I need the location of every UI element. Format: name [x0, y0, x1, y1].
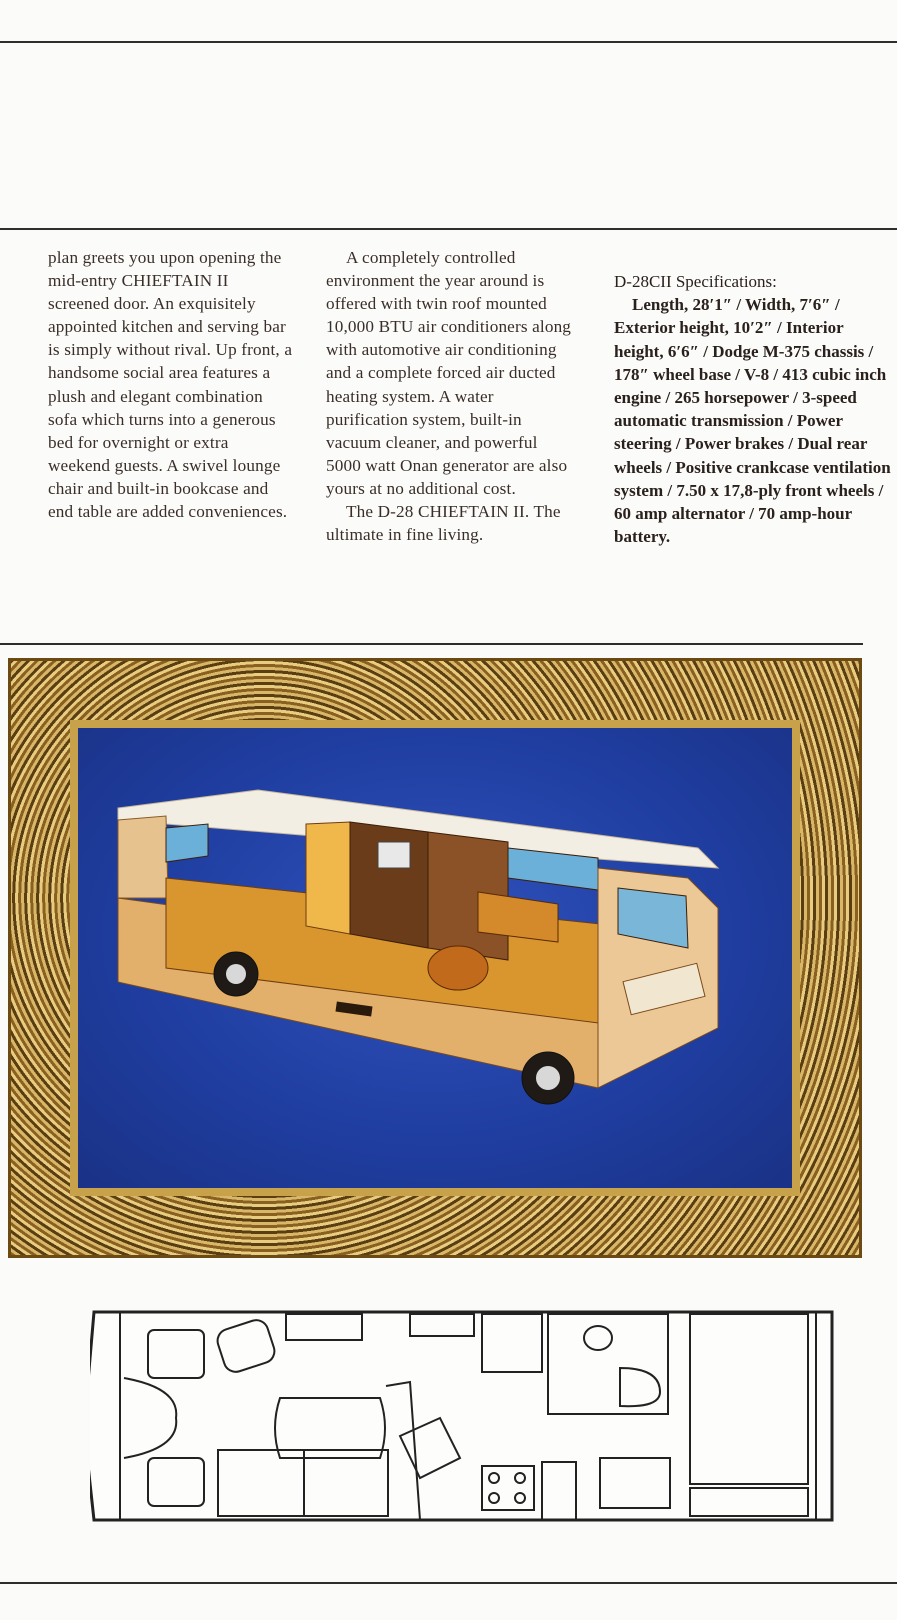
middle-paragraph-2: The D-28 CHIEFTAIN II. The ultimate in fine living. — [326, 502, 561, 545]
top-rule — [0, 41, 897, 43]
rear-hub — [226, 964, 246, 984]
microwave — [378, 842, 410, 868]
left-paragraph: plan greets you upon opening the mid-entry CHIEFTAIN II screened door. An exquisitely appointed kitchen and serving bar is simply without rival. Up front, a handsome social area features a plush and elegant combination sofa which turns into a generous bed for overnight or extra weekend guests. A swivel lounge chair and built-in bookcase and end table are added conveniences. — [48, 248, 293, 522]
middle-column — [326, 246, 576, 546]
rear-window — [166, 824, 208, 862]
illustration-canvas — [78, 728, 792, 1188]
galley-wall — [350, 822, 428, 948]
front-hub — [536, 1066, 560, 1090]
floor-plan — [90, 1308, 860, 1528]
ornate-gold-frame — [8, 658, 862, 1258]
wardrobe — [306, 822, 350, 934]
middle-paragraph-1: A completely controlled environment the year around is offered with twin roof mounted 10,000 BTU air conditioners along with automotive air conditioning and a complete forced air ducted heating system. A water purification system, built-in vacuum cleaner, and powerful 5000 watt Onan generator are also yours at no additional cost. — [326, 248, 572, 498]
mid-rule — [0, 643, 863, 645]
left-column — [48, 246, 294, 523]
spec-body: Length, 28′1″ / Width, 7′6″ / Exterior height, 10′2″ / Interior height, 6′6″ / Dodge M-375 chassis / 178″ wheel base / V-8 / 413 cubic inch engine / 265 horsepower / 3-speed automatic transmission / Power steering / Power brakes / Dual rear wheels / Positive crankcase ventilation system / 7.50 x 17,8-ply front wheels / 60 amp alternator / 70 amp-hour battery. — [614, 295, 891, 547]
bottom-rule — [0, 1582, 897, 1584]
motorhome-cutaway-illustration — [78, 728, 792, 1188]
swivel-chair — [428, 946, 488, 990]
section-rule — [0, 228, 897, 230]
spec-column — [614, 270, 894, 548]
spec-title: D-28CII Specifications: — [614, 272, 777, 291]
frame-inner-border — [70, 720, 800, 1196]
rear-cap — [118, 816, 168, 898]
